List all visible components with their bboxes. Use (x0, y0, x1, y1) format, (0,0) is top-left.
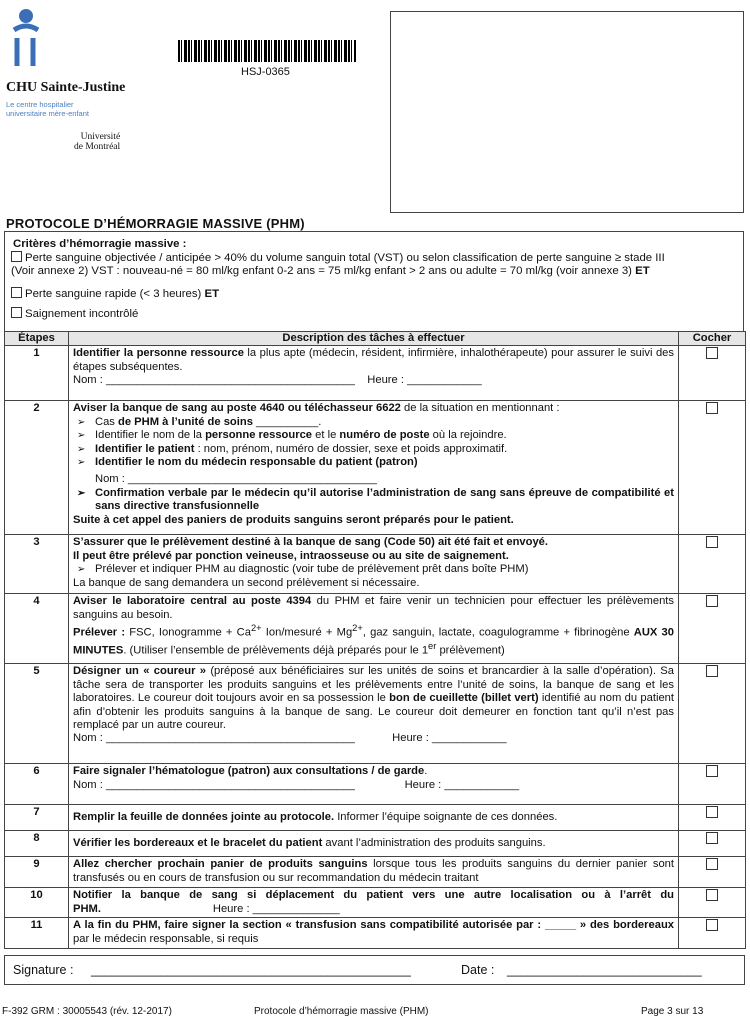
checkbox-criteria-2[interactable] (11, 287, 22, 298)
table-header (5, 332, 746, 346)
table-row: 1 Identifier la personne ressource la plus apte (médecin, résident, infirmière, inhalothérapeute) pour assurer le suivi des étapes subséquentes. Nom : ________________________________________ Heure : ____________ (5, 346, 746, 401)
checkbox-step-7[interactable] (706, 806, 718, 818)
step-8-desc: Vérifier les bordereaux et le bracelet du patient avant l’administration des produits sanguins. (69, 831, 679, 857)
step-7-desc: Remplir la feuille de données jointe au protocole. Informer l’équipe soignante de ces données. (69, 805, 679, 831)
criteria-heading: Critères d’hémorragie massive : (13, 238, 187, 250)
table-row: 9 Allez chercher prochain panier de produits sanguins lorsque tous les produits sanguins du dernier panier sont transfusés ou en cours de transfusion ou sur recommandation du médecin traitant (5, 857, 746, 888)
criteria-box (4, 231, 744, 331)
checkbox-criteria-3[interactable] (11, 307, 22, 318)
chu-logo-icon (6, 8, 46, 70)
steps-table (4, 331, 746, 949)
table-row: 4 Aviser le laboratoire central au poste 4394 du PHM et faire venir un technicien pour effectuer les prélèvements sanguins au besoin. Prélever : FSC, Ionogramme + $Ca^{2+}$ Ion/mesuré + $Mg^{2+}$, gaz sanguin, lactate, coagulogramme + fibrinogène AUX 30 MINUTES. (Utiliser l’ensemble de prélèvements déjà préparés pour le 1er prélèvement) (5, 594, 746, 664)
checkbox-step-2[interactable] (706, 402, 718, 414)
checkbox-criteria-1[interactable] (11, 251, 22, 262)
table-row: 10 Notifier la banque de sang si déplacement du patient vers une autre localisation ou à l’arrêt du PHM. Heure : ______________ (5, 888, 746, 918)
step-3-desc: S’assurer que le prélèvement destiné à la banque de sang (Code 50) ait été fait et envoyé. Il peut être prélevé par ponction veineuse, intraosseuse ou au site de saignement. ➢ Prélever et indiquer PHM au diagnostic (voir tube de prélèvement prêt dans boîte PHM) La banque de sang demandera un second prélèvement si nécessaire. (69, 535, 679, 594)
form-code: HSJ-0365 (241, 66, 290, 78)
table-row: 6 Faire signaler l’hématologue (patron) aux consultations / de garde. Nom : ________________________________________ Heure : ____________ (5, 764, 746, 805)
step-11-desc: A la fin du PHM, faire signer la section « transfusion sans compatibilité autorisée par : _____ » des bordereaux par le médecin responsable, si requis (69, 918, 679, 949)
table-row: 8 Vérifier les bordereaux et le bracelet du patient avant l’administration des produits sanguins. (5, 831, 746, 857)
table-row: 3 S’assurer que le prélèvement destiné à la banque de sang (Code 50) ait été fait et envoyé. Il peut être prélevé par ponction veineuse, intraosseuse ou au site de saignement. ➢ Prélever et indiquer PHM au diagnostic (voir tube de prélèvement prêt dans boîte PHM) La banque de sang demandera un second prélèvement si nécessaire. (5, 535, 746, 594)
barcode (178, 40, 356, 62)
step-9-desc: Allez chercher prochain panier de produits sanguins lorsque tous les produits sanguins du dernier panier sont transfusés ou en cours de transfusion ou sur recommandation du médecin traitant (69, 857, 679, 888)
date-label: Date : (461, 963, 495, 977)
org-subtitle: Le centre hospitalier universitaire mère-enfant (6, 100, 89, 118)
criteria-item-1-cont: (Voir annexe 2) VST : nouveau-né = 80 ml/kg enfant 0-2 ans = 75 ml/kg enfant > 2 ans ou adulte = 70 ml/kg (voir annexe 3) ET (11, 265, 650, 277)
step-1-desc: Identifier la personne ressource la plus apte (médecin, résident, infirmière, inhalothérapeute) pour assurer le suivi des étapes subséquentes. Nom : ________________________________________ Heure : ____________ (69, 346, 679, 401)
date-field[interactable]: ____________________________ (507, 963, 702, 977)
criteria-item-1: Perte sanguine objectivée / anticipée > 40% du volume sanguin total (VST) ou selon classification de perte sanguine ≥ stade III (11, 251, 665, 264)
signature-field[interactable]: ______________________________________________ (91, 963, 411, 977)
patient-label-box (390, 11, 744, 213)
step-10-desc: Notifier la banque de sang si déplacement du patient vers une autre localisation ou à l’arrêt du PHM. Heure : ______________ (69, 888, 679, 918)
col-check: Cocher (679, 332, 746, 346)
checkbox-step-11[interactable] (706, 919, 718, 931)
step-2-desc: Aviser la banque de sang au poste 4640 ou téléchasseur 6622 de la situation en mentionnant : ➢ Cas de PHM à l’unité de soins __________. ➢ Identifier le nom de la personne ressource et le numéro de poste où la rejoindre. ➢ Identifier le patient : nom, prénom, numéro de dossier, sexe et poids approximatif. ➢ Identifier le nom du médecin responsable du patient (patron) Nom : ________________________________________ ➢ Confirmation verbale par le médecin qu’il autorise l’administration de sang sans épreuve de compatibilité et sans directive transfusionnelle Suite à cet appel des paniers de produits sanguins seront préparés pour le patient. (69, 401, 679, 535)
checkbox-step-5[interactable] (706, 665, 718, 677)
step-5-desc: Désigner un « coureur » (préposé aux bénéficiaires sur les unités de soins et brancardier à la salle d’opération). Sa tâche sera de transporter les produits sanguins et les prélèvements entre l’unité de soins, la banque de sang et les laboratoires. Le coureur doit toujours avoir en sa possession le bon de cueillette (billet vert) identifié au nom du patient afin d’obtenir les produits sanguins à la banque de sang. Le coureur doit demeurer en fonction tant qu’il n’est pas remplacé par un autre coureur. Nom : ________________________________________ Heure : ____________ (69, 664, 679, 764)
criteria-item-3: Saignement incontrôlé (11, 307, 138, 320)
criteria-item-2: Perte sanguine rapide (< 3 heures) ET (11, 287, 219, 300)
footer-page: Page 3 sur 13 (641, 1006, 704, 1017)
checkbox-step-10[interactable] (706, 889, 718, 901)
table-row: 5 Désigner un « coureur » (préposé aux bénéficiaires sur les unités de soins et brancardier à la salle d’opération). Sa tâche sera de transporter les produits sanguins et les prélèvements entre l’unité de soins, la banque de sang et les laboratoires. Le coureur doit toujours avoir en sa possession le bon de cueillette (billet vert) identifié au nom du patient afin d’obtenir les produits sanguins à la banque de sang. Le coureur doit demeurer en fonction tant qu’il n’est pas remplacé par un autre coureur. Nom : ________________________________________ Heure : ____________ (5, 664, 746, 764)
table-row: 2 Aviser la banque de sang au poste 4640 ou téléchasseur 6622 de la situation en mentionnant : ➢ Cas de PHM à l’unité de soins __________. ➢ Identifier le nom de la personne ressource et le numéro de poste où la rejoindre. ➢ Identifier le patient : nom, prénom, numéro de dossier, sexe et poids approximatif. ➢ Identifier le nom du médecin responsable du patient (patron) Nom : ________________________________________ ➢ Confirmation verbale par le médecin qu’il autorise l’administration de sang sans épreuve de compatibilité et sans directive transfusionnelle Suite à cet appel des paniers de produits sanguins seront préparés pour le patient. (5, 401, 746, 535)
checkbox-step-9[interactable] (706, 858, 718, 870)
page-title: PROTOCOLE D’HÉMORRAGIE MASSIVE (PHM) (6, 216, 305, 231)
checkbox-step-3[interactable] (706, 536, 718, 548)
step-6-desc: Faire signaler l’hématologue (patron) aux consultations / de garde. Nom : ________________________________________ Heure : ____________ (69, 764, 679, 805)
chu-logo (4, 8, 154, 152)
signature-label: Signature : (13, 963, 74, 977)
footer-doc-name: Protocole d’hémorragie massive (PHM) (254, 1006, 429, 1017)
step-4-desc: Aviser le laboratoire central au poste 4394 du PHM et faire venir un technicien pour effectuer les prélèvements sanguins au besoin. Prélever : FSC, Ionogramme + $Ca^{2+}$ Ion/mesuré + $Mg^{2+}$, gaz sanguin, lactate, coagulogramme + fibrinogène AUX 30 MINUTES. (Utiliser l’ensemble de prélèvements déjà préparés pour le 1er prélèvement) (69, 594, 679, 664)
col-description: Description des tâches à effectuer (69, 332, 679, 346)
checkbox-step-8[interactable] (706, 832, 718, 844)
university-name: Université de Montréal (74, 132, 121, 152)
footer-code: F-392 GRM : 30005543 (rév. 12-2017) (2, 1006, 172, 1017)
checkbox-step-4[interactable] (706, 595, 718, 607)
table-row: 11 A la fin du PHM, faire signer la section « transfusion sans compatibilité autorisée par : _____ » des bordereaux par le médecin responsable, si requis (5, 918, 746, 949)
table-row: 7 Remplir la feuille de données jointe au protocole. Informer l’équipe soignante de ces données. (5, 805, 746, 831)
checkbox-step-6[interactable] (706, 765, 718, 777)
col-steps: Étapes (5, 332, 69, 346)
signature-row (4, 955, 745, 985)
org-name: CHU Sainte-Justine (6, 80, 126, 95)
checkbox-step-1[interactable] (706, 347, 718, 359)
